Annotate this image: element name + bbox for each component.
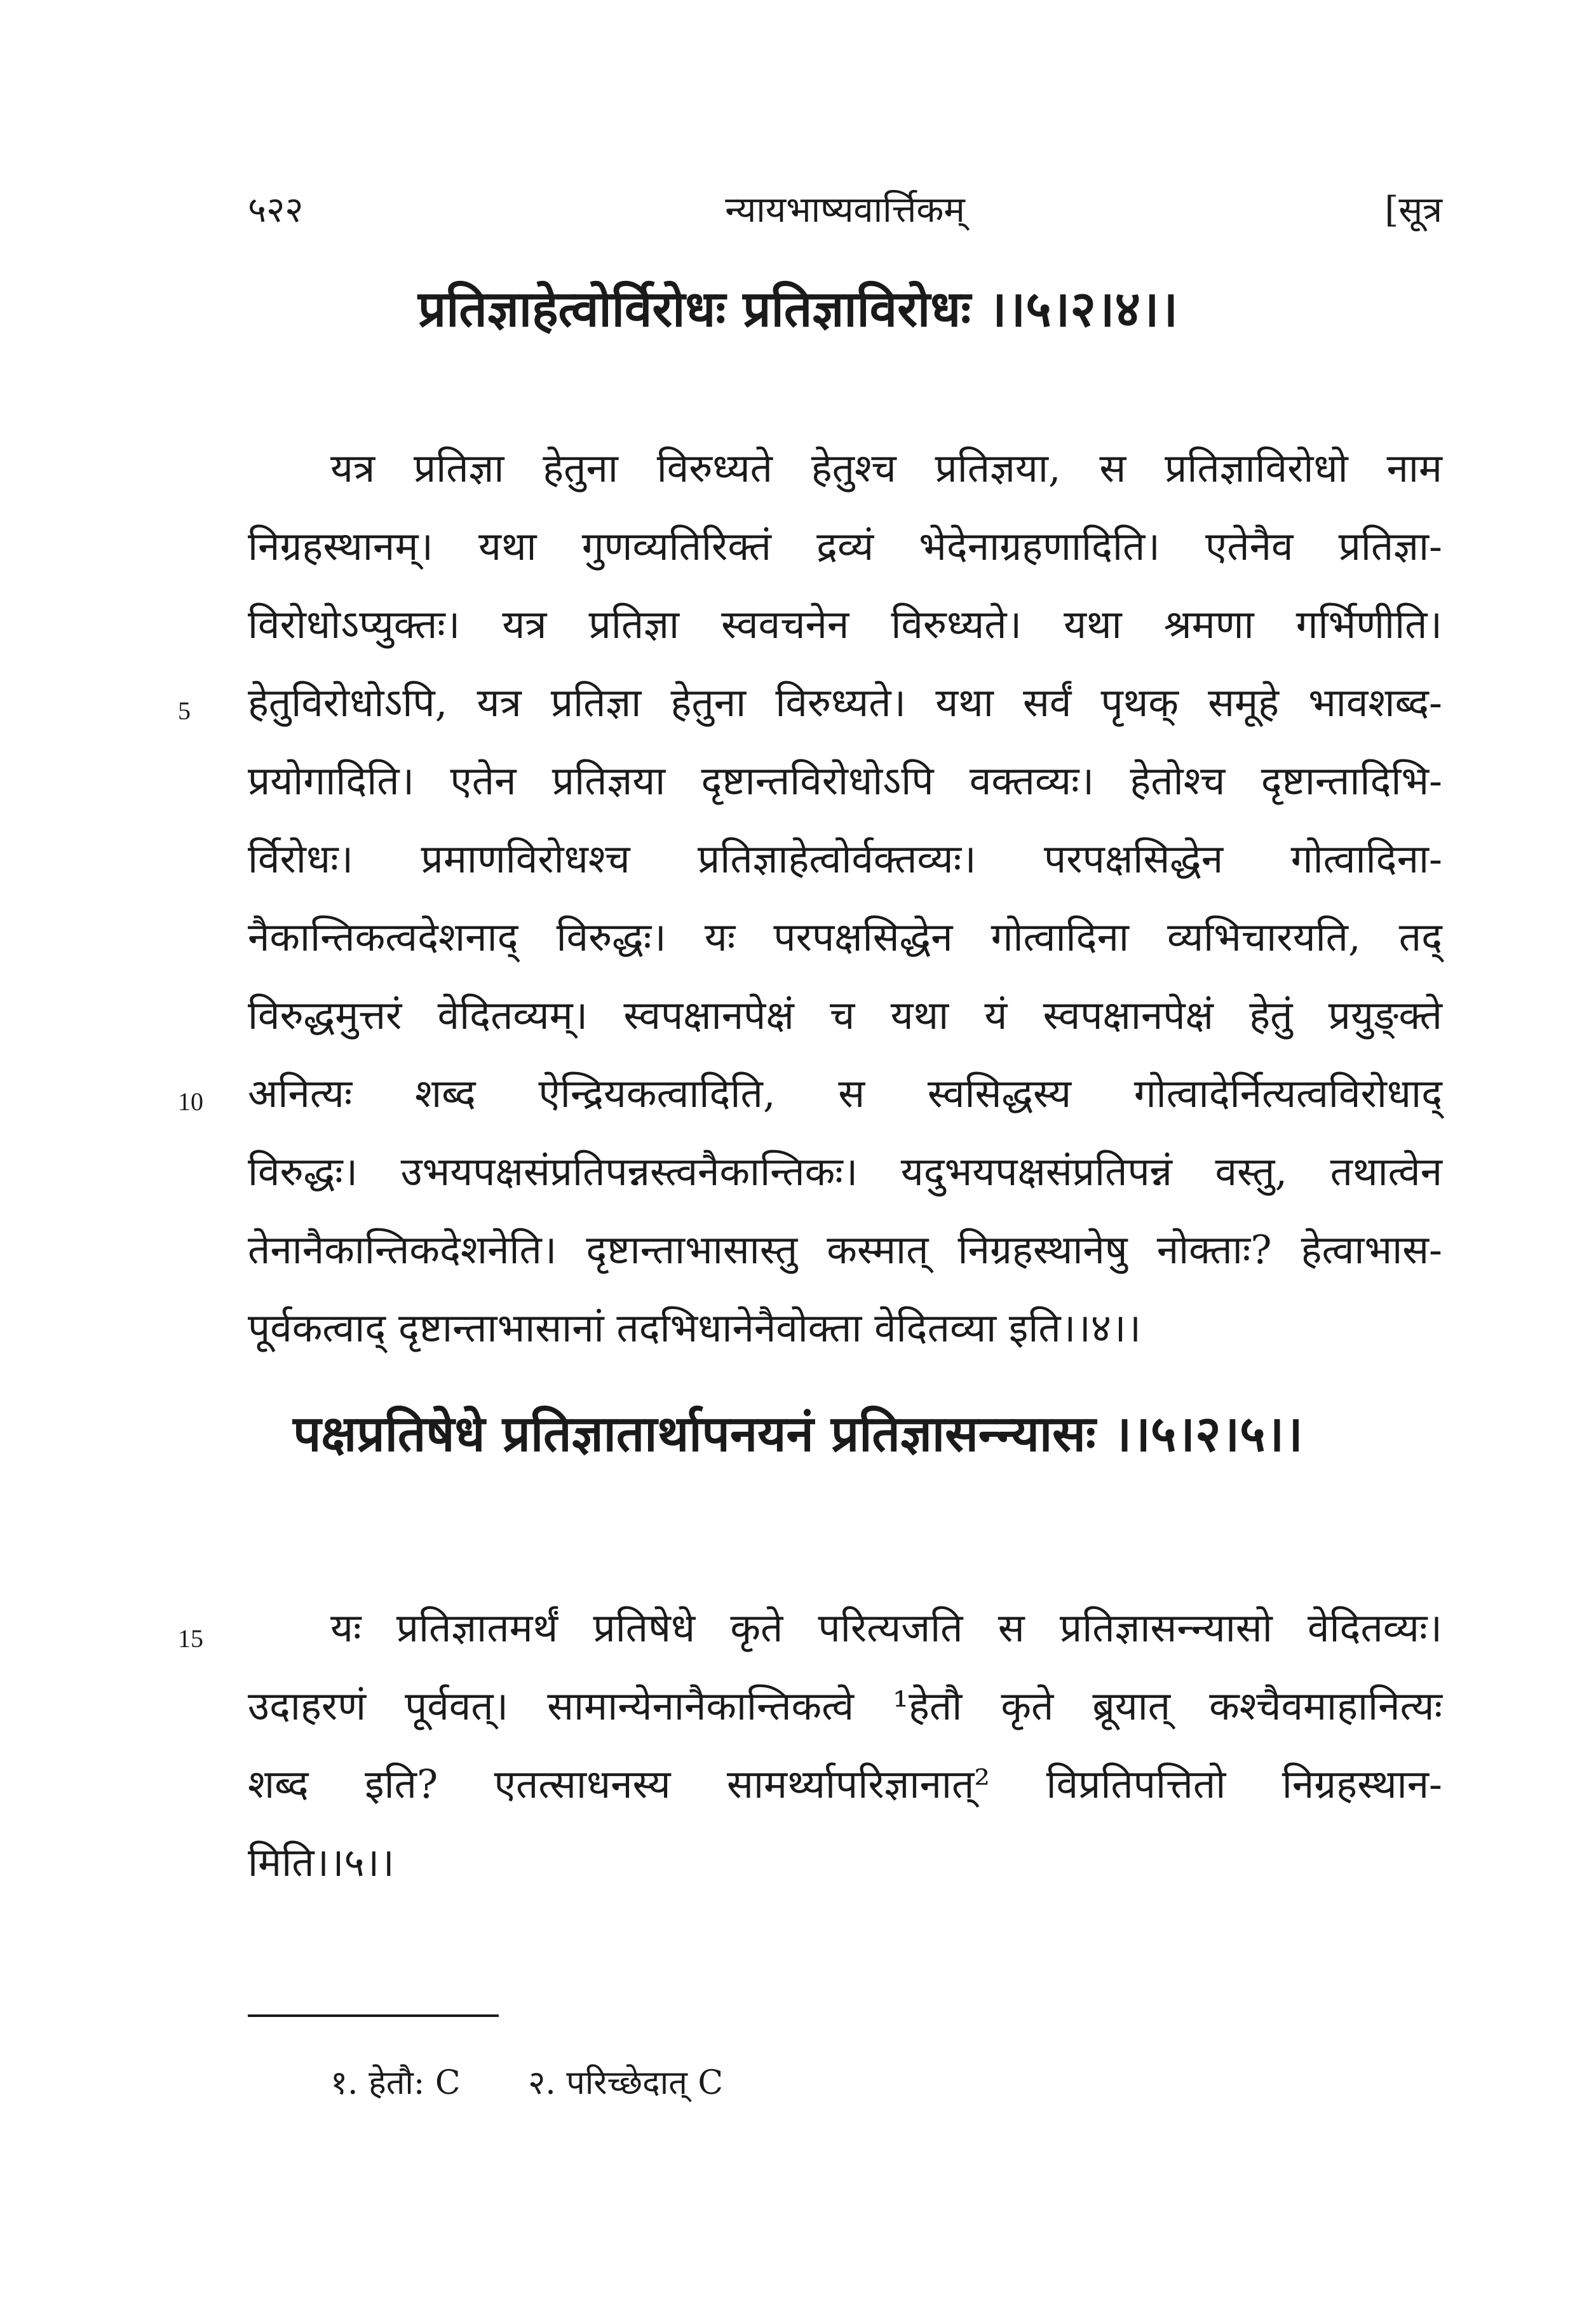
text-line: विरोधोऽप्युक्तः। यत्र प्रतिज्ञा स्ववचनेन विरुध्यते। यथा श्रमणा गर्भिणीति। [248, 601, 1442, 648]
text-line: प्रयोगादिति। एतेन प्रतिज्ञया दृष्टान्तविरोधोऽपि वक्तव्यः। हेतोश्च दृष्टान्तादिभि- [248, 757, 1442, 804]
page-header [248, 184, 1442, 241]
footnote-1: १. हेतौ: C [330, 2064, 461, 2102]
text-line: हेतुविरोधोऽपि, यत्र प्रतिज्ञा हेतुना विरुध्यते। यथा सर्वं पृथक् समूहे भावशब्द- [248, 679, 1442, 726]
text-line: विरुद्धमुत्तरं वेदितव्यम्। स्वपक्षानपेक्षं च यथा यं स्वपक्षानपेक्षं हेतुं प्रयुङ्क्ते [248, 992, 1442, 1038]
footnote-divider [248, 2014, 499, 2017]
commentary-paragraph-2 [248, 1589, 1442, 1901]
commentary-paragraph-1 [248, 429, 1442, 1367]
line-number-5: 5 [178, 696, 191, 725]
sutra-heading-5: पक्षप्रतिषेधे प्रतिज्ञातार्थापनयनं प्रतिज्ञासन्न्यासः ।।५।२।५।। [293, 1405, 1303, 1463]
line-number-10: 10 [178, 1087, 203, 1116]
section-mark: [सूत्र [1384, 189, 1442, 231]
text-line: नैकान्तिकत्वदेशनाद् विरुद्धः। यः परपक्षसिद्धेन गोत्वादिना व्यभिचारयति, तद् [248, 914, 1442, 960]
text-line: शब्द इति? एतत्साधनस्य सामर्थ्यापरिज्ञानात्² विप्रतिपत्तितो निग्रहस्थान- [248, 1761, 1442, 1807]
text-line: र्विरोधः। प्रमाणविरोधश्च प्रतिज्ञाहेत्वोर्वक्तव्यः। परपक्षसिद्धेन गोत्वादिना- [248, 836, 1442, 882]
footnotes [330, 2059, 780, 2104]
text-line: यः प्रतिज्ञातमर्थं प्रतिषेधे कृते परित्यजति स प्रतिज्ञासन्न्यासो वेदितव्यः। [330, 1605, 1442, 1651]
line-number-15: 15 [178, 1624, 203, 1653]
text-line: मिति।।५।। [248, 1839, 395, 1885]
text-line: उदाहरणं पूर्ववत्। सामान्येनानैकान्तिकत्वे ¹हेतौ कृते ब्रूयात् कश्चैवमाहानित्यः [248, 1683, 1442, 1729]
sutra-heading-4: प्रतिज्ञाहेत्वोर्विरोधः प्रतिज्ञाविरोधः ।।५।२।४।। [417, 280, 1179, 338]
footnote-2: २. परिच्छेदात् C [528, 2064, 724, 2102]
text-line: अनित्यः शब्द ऐन्द्रियकत्वादिति, स स्वसिद्धस्य गोत्वादेर्नित्यत्वविरोधाद् [248, 1070, 1442, 1117]
text-line: तेनानैकान्तिकदेशनेति। दृष्टान्ताभासास्तु कस्मात् निग्रहस्थानेषु नोक्ताः? हेत्वाभास- [248, 1226, 1442, 1273]
text-line: विरुद्धः। उभयपक्षसंप्रतिपन्नस्त्वनैकान्तिकः। यदुभयपक्षसंप्रतिपन्नं वस्तु, तथात्वेन [248, 1148, 1442, 1195]
page-number: ५२२ [248, 189, 304, 231]
running-title: न्यायभाष्यवार्त्तिकम् [725, 189, 965, 231]
text-line: पूर्वकत्वाद् दृष्टान्ताभासानां तदभिधानेनैवोक्ता वेदितव्या इति।।४।। [248, 1305, 1141, 1351]
text-line: निग्रहस्थानम्। यथा गुणव्यतिरिक्तं द्रव्यं भेदेनाग्रहणादिति। एतेनैव प्रतिज्ञा- [248, 523, 1442, 569]
text-line: यत्र प्रतिज्ञा हेतुना विरुध्यते हेतुश्च प्रतिज्ञया, स प्रतिज्ञाविरोधो नाम [330, 445, 1442, 491]
